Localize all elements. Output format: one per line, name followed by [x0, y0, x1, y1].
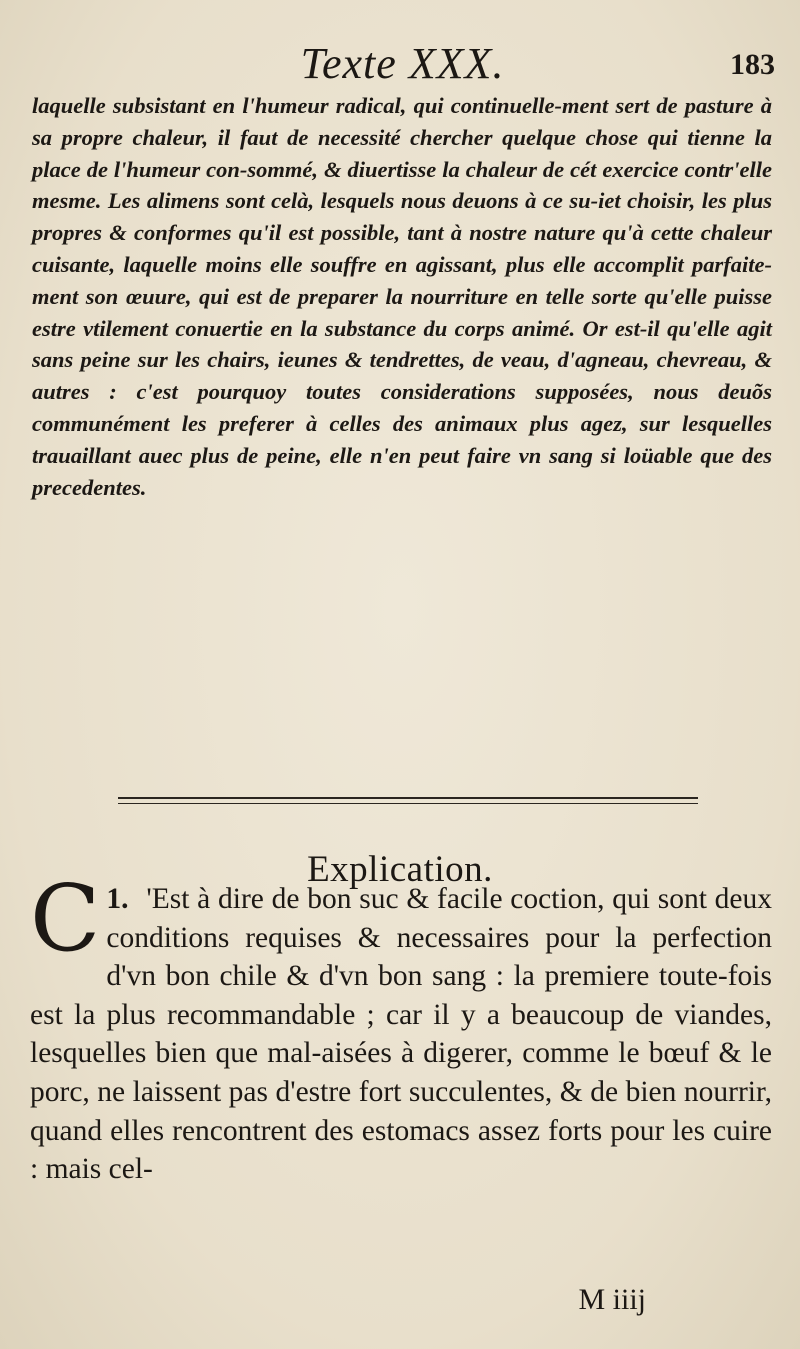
italic-paragraph: laquelle subsistant en l'humeur radical, qui continuelle-ment sert de pasture à sa propre chaleur, il faut de necessité chercher quelque chose qui tienne la place de l'humeur con-sommé, & diuertisse la chaleur de cét exercice contr'elle mesme. Les alimens sont celà, lesquels nous deuons à ce su-iet choisir, les plus propres & conformes qu'il est possible, tant à nostre nature qu'à cette chaleur cuisante, laquelle moins elle souffre en agissant, plus elle accomplit parfaite-ment son œuure, qui est de preparer la nourriture en telle sorte qu'elle puisse estre vtilement conuertie en la substance du corps animé. Or est-il qu'elle agit sans peine sur les chairs, ieunes & tendrettes, de veau, d'agneau, chevreau, & autres : c'est pourquoy toutes considerations supposées, nous deuõs communément les preferer à celles des animaux plus agez, sur lesquelles trauaillant auec plus de peine, elle n'en peut faire vn sang si loüable que des precedentes.: [32, 93, 772, 500]
section-divider: [118, 797, 698, 804]
section-heading: Explication.: [307, 849, 493, 890]
italic-text-block: [32, 90, 772, 503]
drop-cap: C: [30, 865, 101, 972]
signature-mark: M iiij: [578, 1283, 646, 1316]
page-number: 183: [730, 48, 775, 81]
running-head: [30, 38, 775, 88]
paragraph-text: 'Est à dire de bon suc & facile coction, qui sont deux conditions requises & necessaires pour la perfection d'vn bon chile & d'vn bon sang : la premiere toute-fois est la plus recommandable ; car il y a beaucoup de viandes, lesquelles bien que mal-aisées à digerer, comme le bœuf & le porc, ne laissent pas d'estre fort succulentes, & de bien nourrir, quand elles rencontrent des estomacs assez forts pour les cuire : mais cel-: [30, 883, 772, 1186]
running-title: Texte XXX.: [300, 39, 505, 88]
item-number: 1.: [106, 883, 129, 915]
